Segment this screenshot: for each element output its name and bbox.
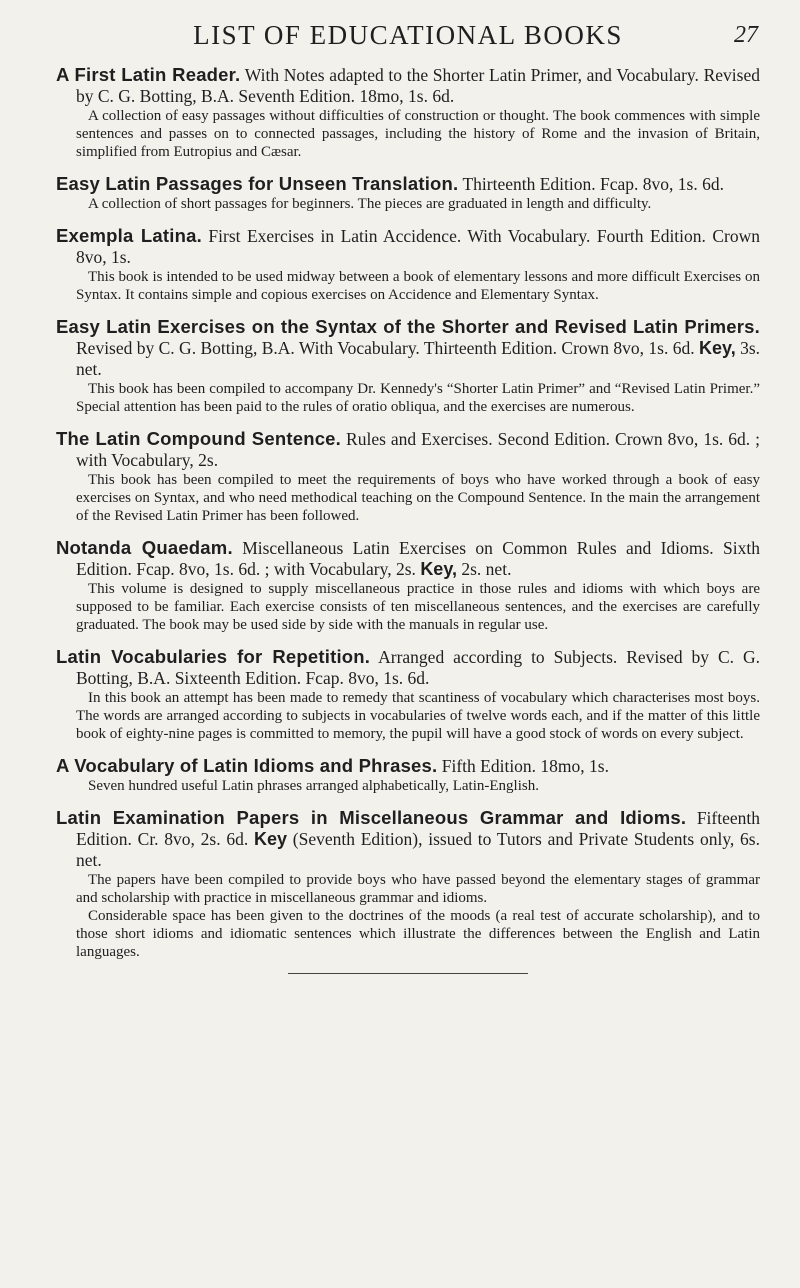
book-title: Easy Latin Exercises on the Syntax of the Shorter and Revised Latin Primers. bbox=[56, 316, 760, 337]
book-details: Fifth Edition. 18mo, 1s. bbox=[441, 756, 609, 776]
book-title: Latin Examination Papers in Miscellaneous Grammar and Idioms. bbox=[56, 807, 687, 828]
book-entry-header bbox=[56, 428, 760, 471]
key-label: Key bbox=[254, 829, 288, 849]
book-description: A collection of easy passages without difficulties of construction or thought. The book commences with simple sentences and passes on to connected passages, including the history of Rome and the invasion of Britain, simplified from Eutropius and Cæsar. bbox=[76, 108, 760, 160]
book-entry-header bbox=[56, 807, 760, 871]
book-entry bbox=[56, 225, 760, 304]
book-entry bbox=[56, 537, 760, 634]
key-details: (Seventh Edition), issued to Tutors and Private Students only, 6s. net. bbox=[76, 829, 760, 870]
key-label: Key, bbox=[699, 338, 736, 358]
book-title: Easy Latin Passages for Unseen Translation. bbox=[56, 173, 459, 194]
book-description: A collection of short passages for beginners. The pieces are graduated in length and difficulty. bbox=[88, 196, 652, 212]
page-header bbox=[56, 0, 760, 64]
book-entry bbox=[56, 807, 760, 961]
book-description: Considerable space has been given to the doctrines of the moods (a real test of accurate scholarship), and to those short idioms and idiomatic sentences which illustrate the differences between the English and Latin languages. bbox=[76, 908, 760, 960]
book-entry-header bbox=[56, 225, 760, 268]
book-entry-header bbox=[56, 755, 760, 777]
book-description: The papers have been compiled to provide boys who have passed beyond the elementary stages of grammar and scholarship with practice in miscellaneous grammar and idioms. bbox=[76, 872, 760, 906]
book-list bbox=[56, 64, 760, 961]
book-title: The Latin Compound Sentence. bbox=[56, 428, 342, 449]
book-details: Miscellaneous Latin Exercises on Common Rules and Idioms. Sixth Edition. Fcap. 8vo, 1s. 6d. ; with Vocabulary, 2s. bbox=[76, 538, 761, 579]
book-title: A Vocabulary of Latin Idioms and Phrases. bbox=[56, 755, 438, 776]
book-details: Rules and Exercises. Second Edition. Crown 8vo, 1s. 6d. ; with Vocabulary, 2s. bbox=[76, 429, 761, 470]
book-details: Arranged according to Subjects. Revised by C. G. Botting, B.A. Sixteenth Edition. Fcap. 8vo, 1s. 6d. bbox=[76, 647, 760, 688]
book-details: Thirteenth Edition. Fcap. 8vo, 1s. 6d. bbox=[462, 174, 724, 194]
book-entry bbox=[56, 173, 760, 213]
book-entry bbox=[56, 646, 760, 743]
book-entry bbox=[56, 316, 760, 416]
book-entry-header bbox=[56, 64, 760, 107]
key-label: Key, bbox=[420, 559, 457, 579]
running-title: LIST OF EDUCATIONAL BOOKS bbox=[193, 20, 623, 50]
book-details: First Exercises in Latin Accidence. With Vocabulary. Fourth Edition. Crown 8vo, 1s. bbox=[76, 226, 761, 267]
book-entry-header bbox=[56, 537, 760, 580]
book-description: This book has been compiled to accompany Dr. Kennedy's “Shorter Latin Primer” and “Revised Latin Primer.” Special attention has been paid to the rules of oratio obliqua, and the exercises are numerous. bbox=[76, 381, 760, 415]
book-details: Fifteenth Edition. Cr. 8vo, 2s. 6d. bbox=[76, 808, 760, 849]
book-description: In this book an attempt has been made to remedy that scantiness of vocabulary which characterises most boys. The words are arranged according to subjects in vocabularies of twelve words each, and if the matter of this little book of eighty-nine pages is committed to memory, the pupil will have a good stock of words on every subject. bbox=[76, 690, 760, 742]
book-title: Exempla Latina. bbox=[56, 225, 202, 246]
book-title: Notanda Quaedam. bbox=[56, 537, 233, 558]
book-title: Latin Vocabularies for Repetition. bbox=[56, 646, 371, 667]
key-details: 3s. net. bbox=[76, 338, 761, 379]
book-description: This book is intended to be used midway between a book of elementary lessons and more difficult Exercises on Syntax. It contains simple and copious exercises on Accidence and Elementary Syntax. bbox=[76, 269, 760, 303]
divider bbox=[288, 973, 528, 974]
book-description: Seven hundred useful Latin phrases arranged alphabetically, Latin-English. bbox=[88, 778, 539, 794]
key-details: 2s. net. bbox=[461, 559, 512, 579]
book-description: This volume is designed to supply miscellaneous practice in those rules and idioms with which boys are supposed to be familiar. Each exercise consists of ten miscellaneous sentences, and the exercises are carefully graduated. The book may be used side by side with the manuals in regular use. bbox=[76, 581, 760, 633]
book-details: Revised by C. G. Botting, B.A. With Vocabulary. Thirteenth Edition. Crown 8vo, 1s. 6d. bbox=[76, 338, 695, 358]
book-entry-header bbox=[56, 173, 760, 195]
book-description: This book has been compiled to meet the requirements of boys who have worked through a book of easy exercises on Syntax, and who need methodical teaching on the Compound Sentence. In the main the arrangement of the Revised Latin Primer has been followed. bbox=[76, 472, 760, 524]
book-title: A First Latin Reader. bbox=[56, 64, 241, 85]
book-entry bbox=[56, 428, 760, 525]
book-entry-header bbox=[56, 316, 760, 380]
book-entry bbox=[56, 755, 760, 795]
book-details: With Notes adapted to the Shorter Latin Primer, and Vocabulary. Revised by C. G. Botting, B.A. Seventh Edition. 18mo, 1s. 6d. bbox=[76, 65, 760, 106]
book-entry-header bbox=[56, 646, 760, 689]
page-number: 27 bbox=[734, 22, 758, 48]
book-entry bbox=[56, 64, 760, 161]
